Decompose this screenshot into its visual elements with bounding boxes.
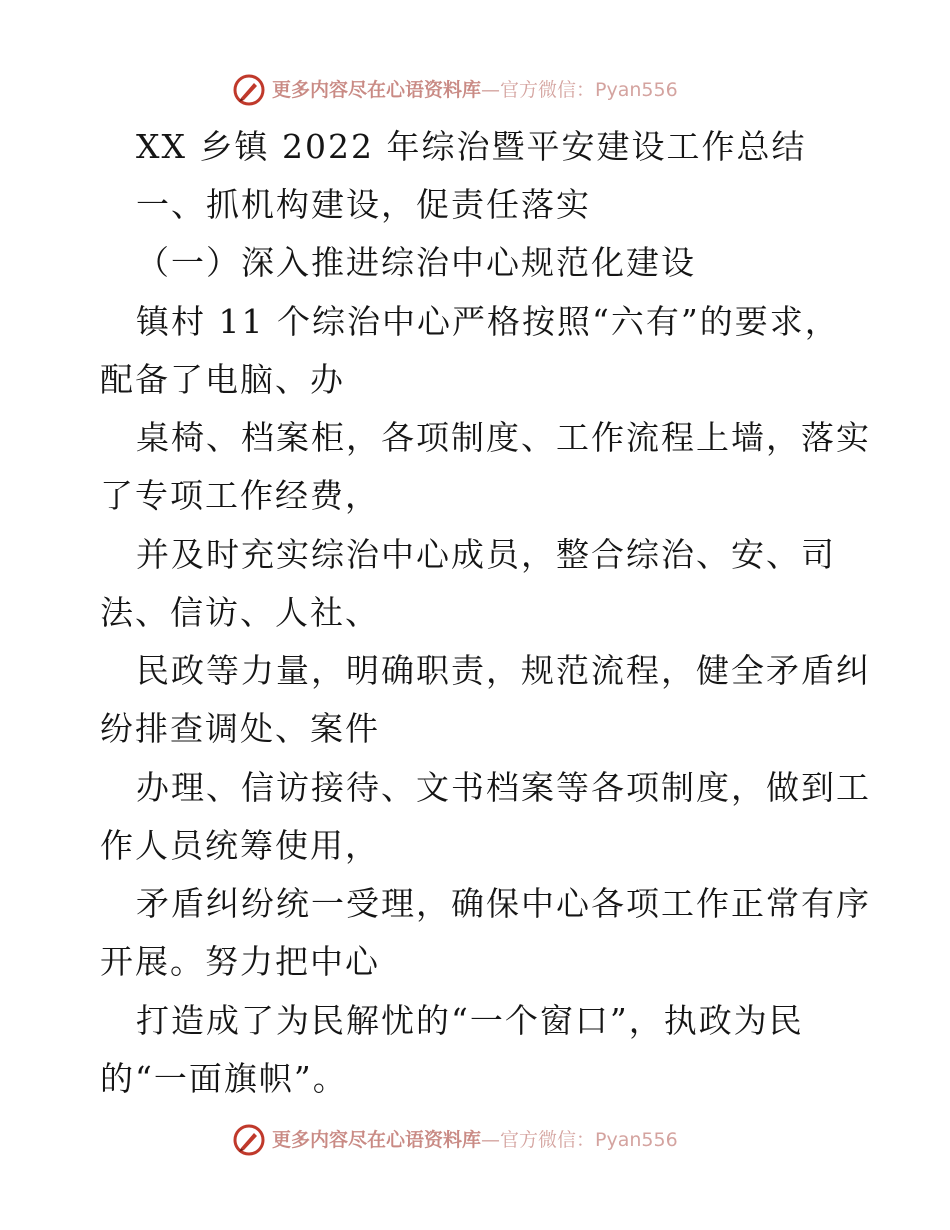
paragraph-line: 纷排查调处、案件 (100, 709, 380, 748)
paragraph-line: 桌椅、档案柜，各项制度、工作流程上墙，落实 (136, 418, 871, 457)
watermark-banner-bottom (0, 1120, 950, 1160)
watermark-contact-text: —官方微信：Pyan556 (481, 1129, 678, 1151)
paragraph-line: 配备了电脑、办 (100, 360, 345, 399)
section-heading: 一、抓机构建设，促责任落实 (136, 185, 591, 224)
paragraph-line: 的“一面旗帜”。 (100, 1059, 348, 1098)
paragraph-line: 作人员统筹使用， (100, 826, 380, 865)
watermark-contact-text: —官方微信：Pyan556 (481, 79, 678, 101)
paragraph-line: 法、信访、人社、 (100, 593, 380, 632)
subsection-heading: （一）深入推进综治中心规范化建设 (136, 243, 696, 282)
paragraph-line: 了专项工作经费， (100, 476, 380, 515)
document-title: XX 乡镇 2022 年综治暨平安建设工作总结 (136, 127, 807, 166)
paragraph-line: 民政等力量，明确职责，规范流程，健全矛盾纠 (136, 651, 871, 690)
paragraph-line: 开展。努力把中心 (100, 942, 380, 981)
pen-logo-icon (232, 1123, 266, 1157)
watermark-main-text: 更多内容尽在心语资料库 (272, 79, 482, 101)
watermark-main-text: 更多内容尽在心语资料库 (272, 1129, 482, 1151)
paragraph-line: 办理、信访接待、文书档案等各项制度，做到工 (136, 768, 871, 807)
watermark-text (272, 1128, 678, 1152)
paragraph-line: 矛盾纠纷统一受理，确保中心各项工作正常有序 (136, 884, 871, 923)
paragraph-line: 并及时充实综治中心成员，整合综治、安、司 (136, 535, 836, 574)
paragraph-line: 镇村 11 个综治中心严格按照“六有”的要求， (136, 302, 840, 341)
paragraph-line: 打造成了为民解忧的“一个窗口”，执政为民 (136, 1001, 804, 1040)
